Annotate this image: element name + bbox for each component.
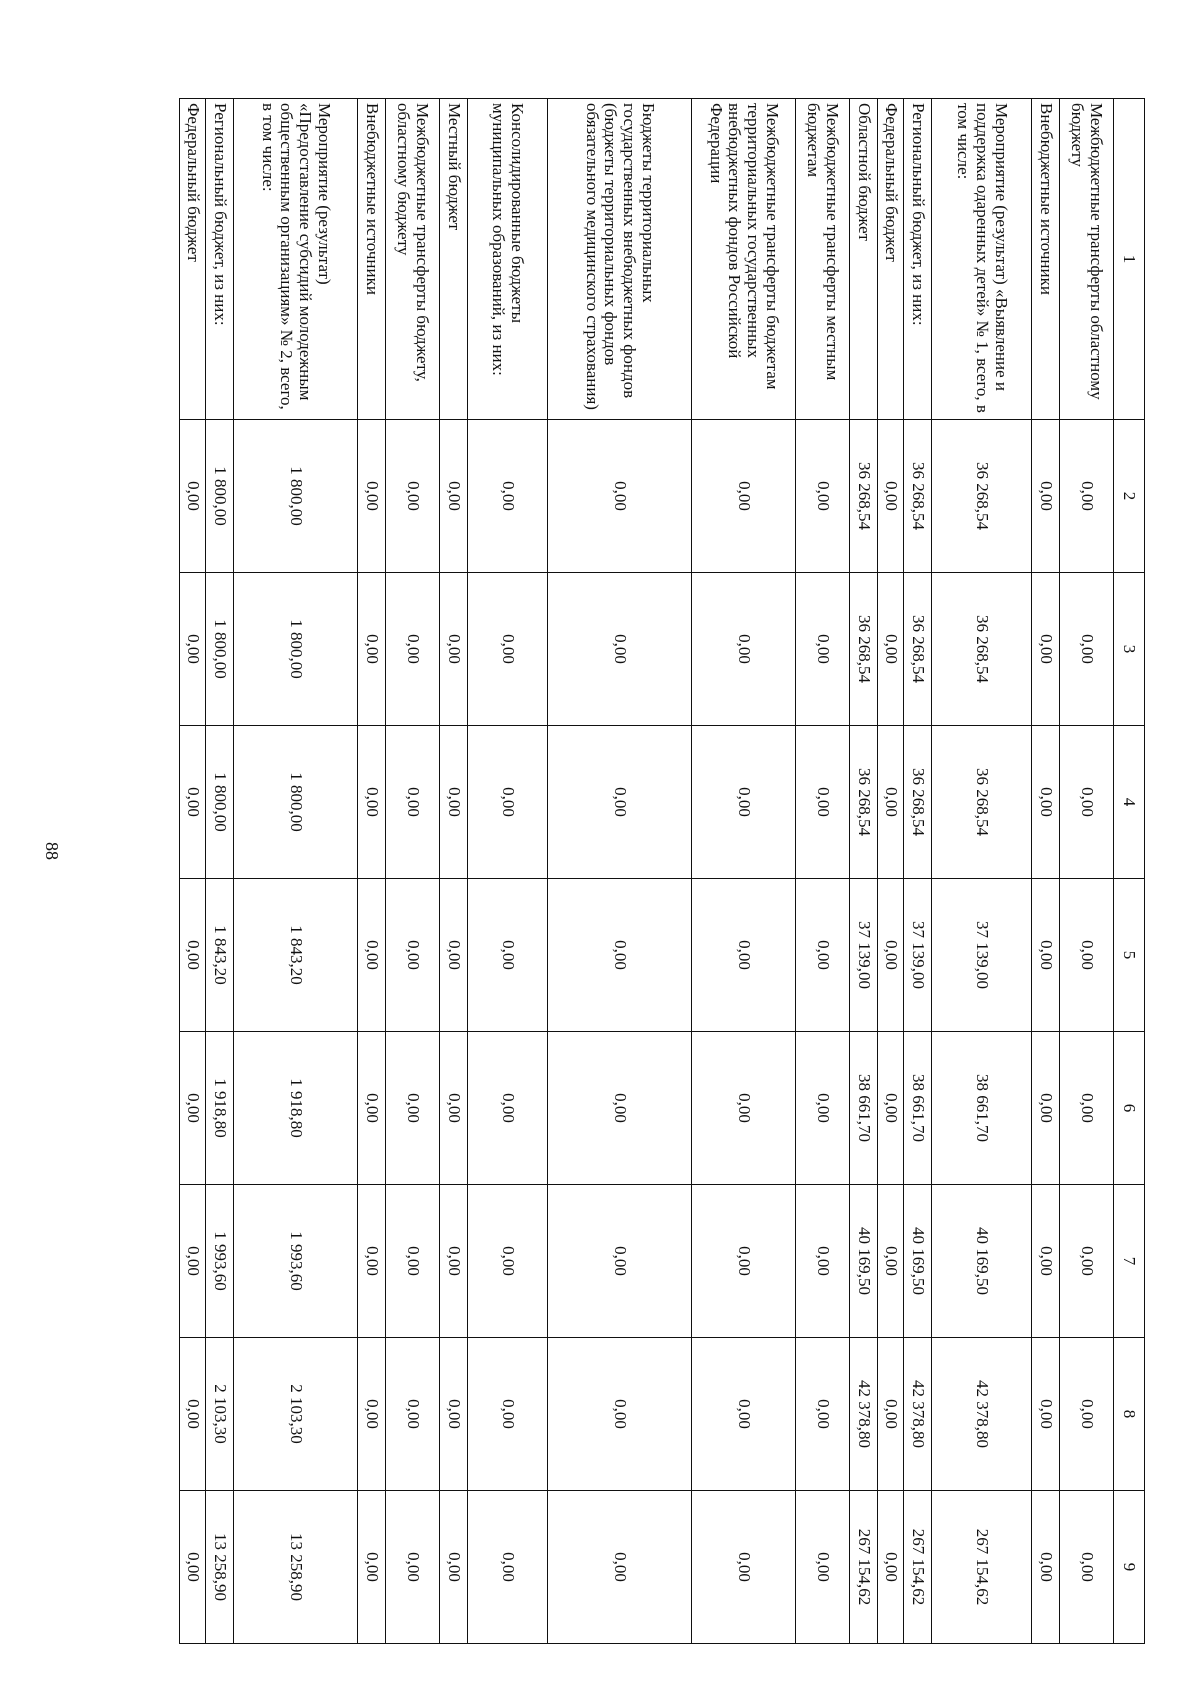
value-cell: 0,00 bbox=[1060, 573, 1114, 726]
row-label: Федеральный бюджет bbox=[878, 99, 904, 420]
row-label: Федеральный бюджет bbox=[180, 99, 206, 420]
value-cell: 0,00 bbox=[440, 879, 468, 1032]
value-cell: 0,00 bbox=[386, 726, 440, 879]
column-header-8: 8 bbox=[1114, 1338, 1145, 1491]
row-label: Внебюджетные источники bbox=[1032, 99, 1060, 420]
value-cell: 1 800,00 bbox=[234, 420, 358, 573]
value-cell: 2 103,30 bbox=[206, 1338, 234, 1491]
column-header-7: 7 bbox=[1114, 1185, 1145, 1338]
value-cell: 1 843,20 bbox=[234, 879, 358, 1032]
value-cell: 267 154,62 bbox=[904, 1491, 932, 1644]
value-cell: 42 378,80 bbox=[904, 1338, 932, 1491]
value-cell: 36 268,54 bbox=[932, 573, 1032, 726]
value-cell: 37 139,00 bbox=[850, 879, 878, 1032]
value-cell: 1 918,80 bbox=[234, 1032, 358, 1185]
row-label: Мероприятие (результат) «Выявление и поддержка одаренных детей» № 1, всего, в том числе: bbox=[932, 99, 1032, 420]
table-row bbox=[1032, 99, 1060, 1644]
value-cell: 0,00 bbox=[440, 1032, 468, 1185]
value-cell: 0,00 bbox=[548, 573, 692, 726]
rotated-table-container bbox=[185, 98, 1145, 1643]
value-cell: 0,00 bbox=[180, 1491, 206, 1644]
value-cell: 37 139,00 bbox=[904, 879, 932, 1032]
value-cell: 0,00 bbox=[878, 1338, 904, 1491]
row-label: Внебюджетные источники bbox=[358, 99, 386, 420]
value-cell: 0,00 bbox=[796, 1185, 850, 1338]
value-cell: 0,00 bbox=[878, 1185, 904, 1338]
value-cell: 0,00 bbox=[358, 726, 386, 879]
value-cell: 0,00 bbox=[692, 1338, 796, 1491]
value-cell: 13 258,90 bbox=[234, 1491, 358, 1644]
value-cell: 0,00 bbox=[358, 573, 386, 726]
table-row bbox=[440, 99, 468, 1644]
column-header-2: 2 bbox=[1114, 420, 1145, 573]
column-header-3: 3 bbox=[1114, 573, 1145, 726]
value-cell: 0,00 bbox=[180, 573, 206, 726]
value-cell: 36 268,54 bbox=[904, 726, 932, 879]
table-row bbox=[932, 99, 1032, 1644]
value-cell: 0,00 bbox=[386, 420, 440, 573]
value-cell: 36 268,54 bbox=[850, 420, 878, 573]
table-row bbox=[548, 99, 692, 1644]
value-cell: 42 378,80 bbox=[932, 1338, 1032, 1491]
value-cell: 0,00 bbox=[358, 1491, 386, 1644]
value-cell: 267 154,62 bbox=[932, 1491, 1032, 1644]
value-cell: 0,00 bbox=[548, 1032, 692, 1185]
value-cell: 1 800,00 bbox=[206, 573, 234, 726]
value-cell: 0,00 bbox=[180, 420, 206, 573]
value-cell: 0,00 bbox=[1060, 726, 1114, 879]
value-cell: 0,00 bbox=[878, 879, 904, 1032]
value-cell: 0,00 bbox=[468, 726, 548, 879]
table-row bbox=[234, 99, 358, 1644]
table-row bbox=[904, 99, 932, 1644]
value-cell: 0,00 bbox=[468, 1338, 548, 1491]
value-cell: 0,00 bbox=[878, 726, 904, 879]
value-cell: 0,00 bbox=[692, 726, 796, 879]
row-label: Мероприятие (результат) «Предоставление субсидий молодежным общественным организациям» № 2, всего, в том числе: bbox=[234, 99, 358, 420]
value-cell: 0,00 bbox=[1060, 1032, 1114, 1185]
value-cell: 0,00 bbox=[440, 1338, 468, 1491]
value-cell: 267 154,62 bbox=[850, 1491, 878, 1644]
value-cell: 40 169,50 bbox=[932, 1185, 1032, 1338]
value-cell: 0,00 bbox=[180, 1185, 206, 1338]
value-cell: 0,00 bbox=[692, 420, 796, 573]
value-cell: 0,00 bbox=[878, 1032, 904, 1185]
value-cell: 0,00 bbox=[440, 1185, 468, 1338]
column-header-4: 4 bbox=[1114, 726, 1145, 879]
table-header-row bbox=[1114, 99, 1145, 1644]
value-cell: 0,00 bbox=[548, 420, 692, 573]
value-cell: 0,00 bbox=[1032, 420, 1060, 573]
value-cell: 0,00 bbox=[796, 1338, 850, 1491]
value-cell: 0,00 bbox=[386, 573, 440, 726]
row-label: Бюджеты территориальных государственных внебюджетных фондов (бюджеты территориальных фондов обязательного медицинского страхования) bbox=[548, 99, 692, 420]
value-cell: 0,00 bbox=[386, 1185, 440, 1338]
value-cell: 0,00 bbox=[180, 1338, 206, 1491]
value-cell: 0,00 bbox=[386, 1491, 440, 1644]
table-row bbox=[358, 99, 386, 1644]
value-cell: 0,00 bbox=[180, 726, 206, 879]
value-cell: 36 268,54 bbox=[850, 573, 878, 726]
value-cell: 0,00 bbox=[468, 1185, 548, 1338]
table-row bbox=[386, 99, 440, 1644]
value-cell: 1 800,00 bbox=[234, 573, 358, 726]
value-cell: 0,00 bbox=[468, 420, 548, 573]
column-header-1: 1 bbox=[1114, 99, 1145, 420]
row-label: Межбюджетные трансферты бюджету, областному бюджету bbox=[386, 99, 440, 420]
column-header-5: 5 bbox=[1114, 879, 1145, 1032]
value-cell: 0,00 bbox=[548, 726, 692, 879]
row-label: Межбюджетные трансферты бюджетам территориальных государственных внебюджетных фондов Российской Федерации bbox=[692, 99, 796, 420]
value-cell: 0,00 bbox=[1032, 879, 1060, 1032]
value-cell: 0,00 bbox=[548, 879, 692, 1032]
table-row bbox=[692, 99, 796, 1644]
value-cell: 0,00 bbox=[468, 879, 548, 1032]
value-cell: 0,00 bbox=[796, 420, 850, 573]
value-cell: 0,00 bbox=[1060, 879, 1114, 1032]
value-cell: 37 139,00 bbox=[932, 879, 1032, 1032]
row-label: Областной бюджет bbox=[850, 99, 878, 420]
value-cell: 38 661,70 bbox=[904, 1032, 932, 1185]
value-cell: 0,00 bbox=[358, 420, 386, 573]
value-cell: 0,00 bbox=[1032, 1491, 1060, 1644]
value-cell: 0,00 bbox=[796, 726, 850, 879]
value-cell: 0,00 bbox=[1032, 1185, 1060, 1338]
value-cell: 0,00 bbox=[796, 1032, 850, 1185]
value-cell: 0,00 bbox=[796, 573, 850, 726]
value-cell: 0,00 bbox=[692, 573, 796, 726]
row-label: Межбюджетные трансферты областному бюджету bbox=[1060, 99, 1114, 420]
value-cell: 1 800,00 bbox=[206, 420, 234, 573]
value-cell: 0,00 bbox=[548, 1338, 692, 1491]
value-cell: 0,00 bbox=[796, 879, 850, 1032]
value-cell: 0,00 bbox=[1032, 573, 1060, 726]
value-cell: 0,00 bbox=[692, 1032, 796, 1185]
value-cell: 1 800,00 bbox=[206, 726, 234, 879]
row-label: Региональный бюджет, из них: bbox=[904, 99, 932, 420]
value-cell: 0,00 bbox=[1032, 726, 1060, 879]
table-row bbox=[850, 99, 878, 1644]
table-row bbox=[468, 99, 548, 1644]
column-header-9: 9 bbox=[1114, 1491, 1145, 1644]
value-cell: 1 993,60 bbox=[234, 1185, 358, 1338]
value-cell: 0,00 bbox=[180, 879, 206, 1032]
value-cell: 0,00 bbox=[548, 1491, 692, 1644]
value-cell: 40 169,50 bbox=[850, 1185, 878, 1338]
value-cell: 0,00 bbox=[1032, 1338, 1060, 1491]
value-cell: 0,00 bbox=[878, 420, 904, 573]
table-row bbox=[878, 99, 904, 1644]
value-cell: 0,00 bbox=[692, 1185, 796, 1338]
value-cell: 0,00 bbox=[796, 1491, 850, 1644]
value-cell: 0,00 bbox=[1060, 1491, 1114, 1644]
value-cell: 36 268,54 bbox=[904, 420, 932, 573]
value-cell: 42 378,80 bbox=[850, 1338, 878, 1491]
value-cell: 1 993,60 bbox=[206, 1185, 234, 1338]
value-cell: 0,00 bbox=[440, 1491, 468, 1644]
value-cell: 0,00 bbox=[1060, 1338, 1114, 1491]
table-row bbox=[206, 99, 234, 1644]
value-cell: 0,00 bbox=[878, 1491, 904, 1644]
table-row bbox=[1060, 99, 1114, 1644]
value-cell: 0,00 bbox=[468, 1491, 548, 1644]
value-cell: 36 268,54 bbox=[932, 726, 1032, 879]
table-body bbox=[180, 99, 1114, 1644]
value-cell: 0,00 bbox=[548, 1185, 692, 1338]
value-cell: 2 103,30 bbox=[234, 1338, 358, 1491]
value-cell: 1 918,80 bbox=[206, 1032, 234, 1185]
value-cell: 36 268,54 bbox=[904, 573, 932, 726]
value-cell: 36 268,54 bbox=[932, 420, 1032, 573]
value-cell: 0,00 bbox=[358, 1032, 386, 1185]
value-cell: 0,00 bbox=[692, 879, 796, 1032]
value-cell: 1 843,20 bbox=[206, 879, 234, 1032]
value-cell: 0,00 bbox=[440, 726, 468, 879]
value-cell: 0,00 bbox=[386, 879, 440, 1032]
value-cell: 0,00 bbox=[386, 1032, 440, 1185]
value-cell: 0,00 bbox=[878, 573, 904, 726]
value-cell: 0,00 bbox=[468, 1032, 548, 1185]
value-cell: 0,00 bbox=[358, 1185, 386, 1338]
row-label: Региональный бюджет, из них: bbox=[206, 99, 234, 420]
value-cell: 0,00 bbox=[358, 879, 386, 1032]
value-cell: 36 268,54 bbox=[850, 726, 878, 879]
row-label: Местный бюджет bbox=[440, 99, 468, 420]
value-cell: 40 169,50 bbox=[904, 1185, 932, 1338]
row-label: Межбюджетные трансферты местным бюджетам bbox=[796, 99, 850, 420]
value-cell: 0,00 bbox=[358, 1338, 386, 1491]
value-cell: 0,00 bbox=[180, 1032, 206, 1185]
value-cell: 0,00 bbox=[440, 420, 468, 573]
row-label: Консолидированные бюджеты муниципальных образований, из них: bbox=[468, 99, 548, 420]
budget-table bbox=[179, 98, 1145, 1644]
page-number: 88 bbox=[42, 842, 62, 860]
value-cell: 38 661,70 bbox=[932, 1032, 1032, 1185]
value-cell: 13 258,90 bbox=[206, 1491, 234, 1644]
value-cell: 0,00 bbox=[468, 573, 548, 726]
value-cell: 0,00 bbox=[1060, 420, 1114, 573]
value-cell: 1 800,00 bbox=[234, 726, 358, 879]
value-cell: 0,00 bbox=[440, 573, 468, 726]
value-cell: 0,00 bbox=[1060, 1185, 1114, 1338]
table-row bbox=[796, 99, 850, 1644]
value-cell: 0,00 bbox=[386, 1338, 440, 1491]
table-row bbox=[180, 99, 206, 1644]
column-header-6: 6 bbox=[1114, 1032, 1145, 1185]
value-cell: 0,00 bbox=[692, 1491, 796, 1644]
value-cell: 0,00 bbox=[1032, 1032, 1060, 1185]
value-cell: 38 661,70 bbox=[850, 1032, 878, 1185]
